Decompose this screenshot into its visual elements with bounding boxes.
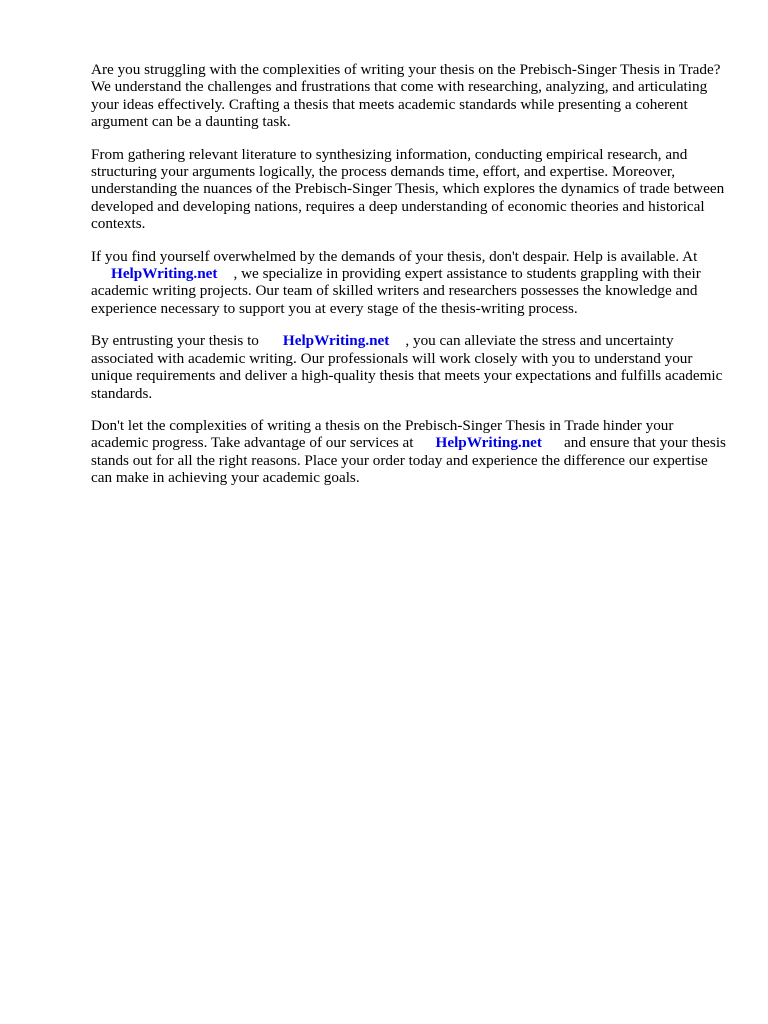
paragraph-help-available-text: If you find yourself overwhelmed by the demands of your thesis, don't despair. Help is available. At: [91, 247, 698, 265]
paragraph-help-available-rest: , we specialize in providing expert assistance to students grappling with their academic writing projects. Our team of skilled writers and researchers possesses the knowledge and experience necessary to support you at every stage of the thesis-writing process.: [91, 265, 701, 317]
paragraph-call-to-action: [91, 417, 731, 487]
paragraph-entrusting: [91, 332, 731, 402]
paragraph-process: From gathering relevant literature to synthesizing information, conducting empirical research, and structuring your arguments logically, the process demands time, effort, and expertise. Moreover, understanding the nuances of the Prebisch-Singer Thesis, which explores the dynamics of trade between developed and developing nations, requires a deep understanding of economic theories and historical contexts.: [91, 145, 725, 233]
paragraph-entrusting-text: By entrusting your thesis to: [91, 332, 259, 350]
paragraph-entrusting-rest: , you can alleviate the stress and uncertainty associated with academic writing. Our professionals will work closely with you to understand your unique requirements and deliver a high-quality thesis that meets your expectations and fulfills academic standards.: [91, 332, 723, 402]
paragraph-help-available: [91, 248, 731, 318]
helpwriting-link[interactable]: HelpWriting.net: [282, 332, 390, 350]
paragraph-call-to-action-text: Don't let the complexities of writing a thesis on the Prebisch-Singer Thesis in Trade hinder your academic progress. Take advantage of our services at: [91, 416, 674, 452]
helpwriting-link[interactable]: HelpWriting.net: [111, 265, 218, 283]
paragraph-call-to-action-rest: and ensure that your thesis stands out for all the right reasons. Place your order today and experience the difference our expertise can make in achieving your academic goals.: [91, 434, 726, 487]
helpwriting-link[interactable]: HelpWriting.net: [435, 434, 542, 452]
document-body: [91, 61, 731, 502]
paragraph-intro: Are you struggling with the complexities of writing your thesis on the Prebisch-Singer Thesis in Trade? We understand the challenges and frustrations that come with researching, analyzing, and articulating your ideas effectively. Crafting a thesis that meets academic standards while presenting a coherent argument can be a daunting task.: [91, 61, 721, 131]
